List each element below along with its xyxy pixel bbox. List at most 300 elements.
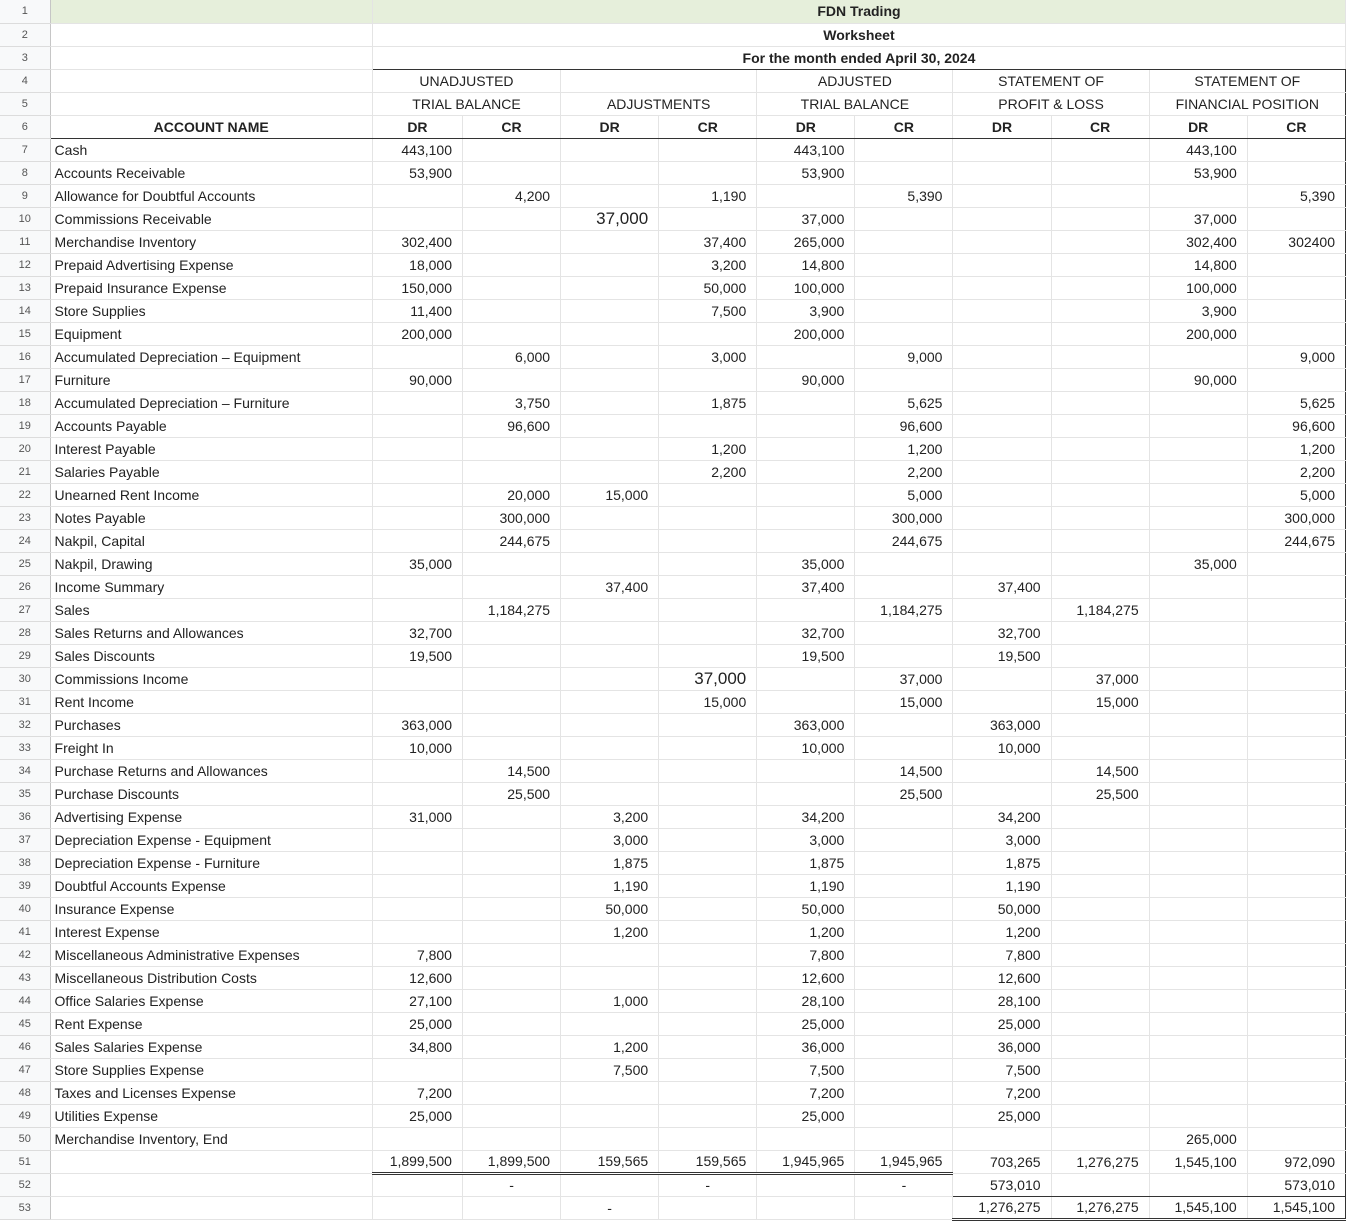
- account-name[interactable]: Accounts Receivable: [50, 161, 372, 184]
- amount-cell[interactable]: 302400: [1247, 230, 1345, 253]
- account-name[interactable]: Rent Expense: [50, 1012, 372, 1035]
- amount-cell[interactable]: 9,000: [1247, 345, 1345, 368]
- row-number[interactable]: 48: [0, 1081, 50, 1104]
- amount-cell[interactable]: 15,000: [659, 690, 757, 713]
- amount-cell[interactable]: [659, 759, 757, 782]
- amount-cell[interactable]: [372, 1058, 462, 1081]
- row-number[interactable]: 20: [0, 437, 50, 460]
- amount-cell[interactable]: [659, 1127, 757, 1150]
- amount-cell[interactable]: [953, 782, 1051, 805]
- amount-cell[interactable]: 1,190: [561, 874, 659, 897]
- amount-cell[interactable]: [659, 368, 757, 391]
- amount-cell[interactable]: 35,000: [757, 552, 855, 575]
- final-total-cell[interactable]: [659, 1196, 757, 1219]
- amount-cell[interactable]: [953, 230, 1051, 253]
- amount-cell[interactable]: [462, 1035, 560, 1058]
- amount-cell[interactable]: [659, 529, 757, 552]
- row-number[interactable]: 27: [0, 598, 50, 621]
- amount-cell[interactable]: 2,200: [659, 460, 757, 483]
- amount-cell[interactable]: [372, 391, 462, 414]
- amount-cell[interactable]: 7,800: [953, 943, 1051, 966]
- group-trial-balance[interactable]: TRIAL BALANCE: [372, 92, 560, 115]
- final-total-cell[interactable]: [372, 1196, 462, 1219]
- amount-cell[interactable]: [1051, 276, 1149, 299]
- amount-cell[interactable]: 7,800: [372, 943, 462, 966]
- row-number[interactable]: 11: [0, 230, 50, 253]
- balance-cell[interactable]: [372, 1173, 462, 1196]
- amount-cell[interactable]: [561, 322, 659, 345]
- amount-cell[interactable]: 244,675: [1247, 529, 1345, 552]
- amount-cell[interactable]: 37,000: [757, 207, 855, 230]
- amount-cell[interactable]: [1051, 230, 1149, 253]
- amount-cell[interactable]: [1247, 598, 1345, 621]
- amount-cell[interactable]: 443,100: [1149, 138, 1247, 161]
- amount-cell[interactable]: [1149, 966, 1247, 989]
- account-name[interactable]: Unearned Rent Income: [50, 483, 372, 506]
- amount-cell[interactable]: 100,000: [1149, 276, 1247, 299]
- amount-cell[interactable]: 7,500: [561, 1058, 659, 1081]
- amount-cell[interactable]: 10,000: [953, 736, 1051, 759]
- amount-cell[interactable]: [1149, 667, 1247, 690]
- amount-cell[interactable]: [659, 552, 757, 575]
- amount-cell[interactable]: 5,000: [1247, 483, 1345, 506]
- amount-cell[interactable]: [953, 138, 1051, 161]
- account-name[interactable]: Notes Payable: [50, 506, 372, 529]
- amount-cell[interactable]: 25,500: [855, 782, 953, 805]
- amount-cell[interactable]: [1247, 805, 1345, 828]
- amount-cell[interactable]: [659, 1012, 757, 1035]
- amount-cell[interactable]: [1051, 437, 1149, 460]
- amount-cell[interactable]: 25,000: [757, 1104, 855, 1127]
- balance-cell[interactable]: 573,010: [953, 1173, 1051, 1196]
- empty-cell[interactable]: [50, 92, 372, 115]
- amount-cell[interactable]: [1149, 184, 1247, 207]
- amount-cell[interactable]: [1149, 1058, 1247, 1081]
- row-number[interactable]: 17: [0, 368, 50, 391]
- amount-cell[interactable]: [659, 989, 757, 1012]
- amount-cell[interactable]: [757, 759, 855, 782]
- amount-cell[interactable]: 12,600: [372, 966, 462, 989]
- balance-cell[interactable]: -: [659, 1173, 757, 1196]
- amount-cell[interactable]: [1247, 1081, 1345, 1104]
- amount-cell[interactable]: [953, 529, 1051, 552]
- amount-cell[interactable]: [659, 851, 757, 874]
- amount-cell[interactable]: [372, 207, 462, 230]
- total-cell[interactable]: 1,899,500: [462, 1150, 560, 1173]
- amount-cell[interactable]: [462, 1127, 560, 1150]
- amount-cell[interactable]: [372, 598, 462, 621]
- amount-cell[interactable]: [855, 299, 953, 322]
- row-number[interactable]: 32: [0, 713, 50, 736]
- amount-cell[interactable]: [561, 230, 659, 253]
- amount-cell[interactable]: 28,100: [953, 989, 1051, 1012]
- account-name[interactable]: Freight In: [50, 736, 372, 759]
- amount-cell[interactable]: [757, 460, 855, 483]
- amount-cell[interactable]: 363,000: [953, 713, 1051, 736]
- amount-cell[interactable]: 36,000: [757, 1035, 855, 1058]
- amount-cell[interactable]: 2,200: [1247, 460, 1345, 483]
- row-number[interactable]: 35: [0, 782, 50, 805]
- amount-cell[interactable]: 5,625: [1247, 391, 1345, 414]
- amount-cell[interactable]: 32,700: [953, 621, 1051, 644]
- amount-cell[interactable]: [561, 782, 659, 805]
- total-cell[interactable]: 159,565: [659, 1150, 757, 1173]
- amount-cell[interactable]: [953, 460, 1051, 483]
- empty-cell[interactable]: [50, 0, 372, 23]
- amount-cell[interactable]: 96,600: [462, 414, 560, 437]
- dr-header[interactable]: DR: [757, 115, 855, 138]
- amount-cell[interactable]: [855, 138, 953, 161]
- amount-cell[interactable]: [462, 1058, 560, 1081]
- row-number[interactable]: 41: [0, 920, 50, 943]
- row-number[interactable]: 39: [0, 874, 50, 897]
- account-name[interactable]: Sales: [50, 598, 372, 621]
- group-adjusted[interactable]: ADJUSTED: [757, 69, 953, 92]
- amount-cell[interactable]: [1051, 644, 1149, 667]
- amount-cell[interactable]: [1247, 299, 1345, 322]
- amount-cell[interactable]: [1051, 184, 1149, 207]
- row-number[interactable]: 49: [0, 1104, 50, 1127]
- amount-cell[interactable]: [462, 276, 560, 299]
- amount-cell[interactable]: [1051, 989, 1149, 1012]
- amount-cell[interactable]: [1051, 1035, 1149, 1058]
- amount-cell[interactable]: [953, 207, 1051, 230]
- amount-cell[interactable]: [1247, 851, 1345, 874]
- amount-cell[interactable]: [462, 874, 560, 897]
- amount-cell[interactable]: 1,184,275: [462, 598, 560, 621]
- empty-cell[interactable]: [50, 1150, 372, 1173]
- total-cell[interactable]: 972,090: [1247, 1150, 1345, 1173]
- amount-cell[interactable]: [372, 460, 462, 483]
- amount-cell[interactable]: [1051, 506, 1149, 529]
- amount-cell[interactable]: [1247, 1012, 1345, 1035]
- dr-header[interactable]: DR: [953, 115, 1051, 138]
- amount-cell[interactable]: [1051, 713, 1149, 736]
- row-number[interactable]: 5: [0, 92, 50, 115]
- amount-cell[interactable]: 25,000: [372, 1012, 462, 1035]
- amount-cell[interactable]: [855, 575, 953, 598]
- amount-cell[interactable]: [372, 483, 462, 506]
- amount-cell[interactable]: [561, 667, 659, 690]
- amount-cell[interactable]: [855, 253, 953, 276]
- amount-cell[interactable]: 1,190: [659, 184, 757, 207]
- amount-cell[interactable]: [561, 598, 659, 621]
- row-number[interactable]: 43: [0, 966, 50, 989]
- amount-cell[interactable]: [1149, 529, 1247, 552]
- final-total-cell[interactable]: [757, 1196, 855, 1219]
- amount-cell[interactable]: 34,200: [757, 805, 855, 828]
- account-name[interactable]: Rent Income: [50, 690, 372, 713]
- amount-cell[interactable]: 34,800: [372, 1035, 462, 1058]
- amount-cell[interactable]: [659, 644, 757, 667]
- row-number[interactable]: 15: [0, 322, 50, 345]
- amount-cell[interactable]: 244,675: [462, 529, 560, 552]
- empty-cell[interactable]: [50, 46, 372, 69]
- total-cell[interactable]: 1,945,965: [855, 1150, 953, 1173]
- amount-cell[interactable]: [953, 690, 1051, 713]
- amount-cell[interactable]: [659, 1035, 757, 1058]
- amount-cell[interactable]: 1,184,275: [1051, 598, 1149, 621]
- amount-cell[interactable]: [659, 161, 757, 184]
- amount-cell[interactable]: [1149, 483, 1247, 506]
- amount-cell[interactable]: [1051, 851, 1149, 874]
- row-number[interactable]: 44: [0, 989, 50, 1012]
- amount-cell[interactable]: [953, 253, 1051, 276]
- amount-cell[interactable]: [855, 966, 953, 989]
- row-number[interactable]: 9: [0, 184, 50, 207]
- row-number[interactable]: 13: [0, 276, 50, 299]
- amount-cell[interactable]: [855, 322, 953, 345]
- amount-cell[interactable]: 300,000: [1247, 506, 1345, 529]
- amount-cell[interactable]: [1149, 644, 1247, 667]
- amount-cell[interactable]: [659, 1104, 757, 1127]
- amount-cell[interactable]: [659, 621, 757, 644]
- amount-cell[interactable]: 1,200: [561, 1035, 659, 1058]
- amount-cell[interactable]: 1,875: [757, 851, 855, 874]
- amount-cell[interactable]: [462, 644, 560, 667]
- account-name[interactable]: Nakpil, Drawing: [50, 552, 372, 575]
- group-adjustments[interactable]: ADJUSTMENTS: [561, 92, 757, 115]
- amount-cell[interactable]: 200,000: [757, 322, 855, 345]
- amount-cell[interactable]: [372, 667, 462, 690]
- balance-cell[interactable]: [1149, 1173, 1247, 1196]
- amount-cell[interactable]: 150,000: [372, 276, 462, 299]
- amount-cell[interactable]: [1247, 736, 1345, 759]
- amount-cell[interactable]: 50,000: [953, 897, 1051, 920]
- amount-cell[interactable]: 3,750: [462, 391, 560, 414]
- amount-cell[interactable]: [561, 138, 659, 161]
- amount-cell[interactable]: [561, 391, 659, 414]
- amount-cell[interactable]: [1247, 1058, 1345, 1081]
- amount-cell[interactable]: [561, 368, 659, 391]
- amount-cell[interactable]: [1149, 345, 1247, 368]
- amount-cell[interactable]: 7,200: [372, 1081, 462, 1104]
- amount-cell[interactable]: 1,200: [1247, 437, 1345, 460]
- amount-cell[interactable]: [372, 1127, 462, 1150]
- account-name[interactable]: Store Supplies Expense: [50, 1058, 372, 1081]
- amount-cell[interactable]: [1247, 1127, 1345, 1150]
- amount-cell[interactable]: [855, 1012, 953, 1035]
- row-number[interactable]: 10: [0, 207, 50, 230]
- amount-cell[interactable]: [561, 1081, 659, 1104]
- amount-cell[interactable]: [1051, 1012, 1149, 1035]
- amount-cell[interactable]: [1247, 276, 1345, 299]
- amount-cell[interactable]: 100,000: [757, 276, 855, 299]
- amount-cell[interactable]: 265,000: [1149, 1127, 1247, 1150]
- amount-cell[interactable]: [855, 1104, 953, 1127]
- amount-cell[interactable]: [561, 506, 659, 529]
- amount-cell[interactable]: 9,000: [855, 345, 953, 368]
- account-name[interactable]: Prepaid Insurance Expense: [50, 276, 372, 299]
- amount-cell[interactable]: [1149, 460, 1247, 483]
- amount-cell[interactable]: [953, 506, 1051, 529]
- account-name[interactable]: Utilities Expense: [50, 1104, 372, 1127]
- amount-cell[interactable]: 14,800: [757, 253, 855, 276]
- row-number[interactable]: 29: [0, 644, 50, 667]
- row-number[interactable]: 24: [0, 529, 50, 552]
- amount-cell[interactable]: [1051, 460, 1149, 483]
- amount-cell[interactable]: [1247, 943, 1345, 966]
- row-number[interactable]: 28: [0, 621, 50, 644]
- amount-cell[interactable]: [1247, 989, 1345, 1012]
- amount-cell[interactable]: 14,500: [1051, 759, 1149, 782]
- row-number[interactable]: 45: [0, 1012, 50, 1035]
- amount-cell[interactable]: [561, 253, 659, 276]
- row-number[interactable]: 52: [0, 1173, 50, 1196]
- empty-cell[interactable]: [50, 1173, 372, 1196]
- amount-cell[interactable]: 5,000: [855, 483, 953, 506]
- final-total-cell[interactable]: [855, 1196, 953, 1219]
- amount-cell[interactable]: [659, 414, 757, 437]
- account-name[interactable]: Allowance for Doubtful Accounts: [50, 184, 372, 207]
- amount-cell[interactable]: [659, 575, 757, 598]
- amount-cell[interactable]: [953, 759, 1051, 782]
- amount-cell[interactable]: 15,000: [855, 690, 953, 713]
- amount-cell[interactable]: [561, 621, 659, 644]
- amount-cell[interactable]: 36,000: [953, 1035, 1051, 1058]
- amount-cell[interactable]: [953, 552, 1051, 575]
- amount-cell[interactable]: [561, 644, 659, 667]
- amount-cell[interactable]: [659, 782, 757, 805]
- row-number[interactable]: 47: [0, 1058, 50, 1081]
- amount-cell[interactable]: 1,200: [757, 920, 855, 943]
- account-name-header[interactable]: ACCOUNT NAME: [50, 115, 372, 138]
- amount-cell[interactable]: [659, 920, 757, 943]
- amount-cell[interactable]: 25,500: [462, 782, 560, 805]
- balance-cell[interactable]: 573,010: [1247, 1173, 1345, 1196]
- amount-cell[interactable]: [1247, 207, 1345, 230]
- amount-cell[interactable]: 37,000: [855, 667, 953, 690]
- amount-cell[interactable]: [659, 713, 757, 736]
- cr-header[interactable]: CR: [462, 115, 560, 138]
- amount-cell[interactable]: 1,190: [757, 874, 855, 897]
- amount-cell[interactable]: [1051, 253, 1149, 276]
- amount-cell[interactable]: [1247, 920, 1345, 943]
- group-adjustments-top[interactable]: [561, 69, 757, 92]
- amount-cell[interactable]: 2,200: [855, 460, 953, 483]
- amount-cell[interactable]: [462, 920, 560, 943]
- final-total-cell[interactable]: 1,276,275: [953, 1196, 1051, 1219]
- amount-cell[interactable]: [1149, 989, 1247, 1012]
- amount-cell[interactable]: 1,184,275: [855, 598, 953, 621]
- amount-cell[interactable]: [1051, 897, 1149, 920]
- amount-cell[interactable]: 12,600: [953, 966, 1051, 989]
- amount-cell[interactable]: [855, 230, 953, 253]
- amount-cell[interactable]: [1247, 253, 1345, 276]
- amount-cell[interactable]: 1,000: [561, 989, 659, 1012]
- amount-cell[interactable]: [561, 460, 659, 483]
- amount-cell[interactable]: [1247, 138, 1345, 161]
- amount-cell[interactable]: 7,200: [757, 1081, 855, 1104]
- row-number[interactable]: 18: [0, 391, 50, 414]
- amount-cell[interactable]: [1149, 391, 1247, 414]
- amount-cell[interactable]: [757, 506, 855, 529]
- account-name[interactable]: Nakpil, Capital: [50, 529, 372, 552]
- amount-cell[interactable]: 200,000: [1149, 322, 1247, 345]
- amount-cell[interactable]: [561, 736, 659, 759]
- account-name[interactable]: Store Supplies: [50, 299, 372, 322]
- amount-cell[interactable]: [1149, 575, 1247, 598]
- amount-cell[interactable]: [659, 828, 757, 851]
- amount-cell[interactable]: [855, 552, 953, 575]
- cr-header[interactable]: CR: [855, 115, 953, 138]
- amount-cell[interactable]: 11,400: [372, 299, 462, 322]
- amount-cell[interactable]: [372, 414, 462, 437]
- amount-cell[interactable]: 19,500: [372, 644, 462, 667]
- account-name[interactable]: Sales Returns and Allowances: [50, 621, 372, 644]
- amount-cell[interactable]: [1051, 874, 1149, 897]
- amount-cell[interactable]: [757, 598, 855, 621]
- amount-cell[interactable]: [462, 161, 560, 184]
- row-number[interactable]: 53: [0, 1196, 50, 1219]
- amount-cell[interactable]: 3,200: [561, 805, 659, 828]
- amount-cell[interactable]: 53,900: [1149, 161, 1247, 184]
- amount-cell[interactable]: [462, 713, 560, 736]
- row-number[interactable]: 36: [0, 805, 50, 828]
- amount-cell[interactable]: 7,200: [953, 1081, 1051, 1104]
- amount-cell[interactable]: [561, 552, 659, 575]
- dr-header[interactable]: DR: [561, 115, 659, 138]
- amount-cell[interactable]: [855, 874, 953, 897]
- account-name[interactable]: Cash: [50, 138, 372, 161]
- amount-cell[interactable]: [561, 1104, 659, 1127]
- row-number[interactable]: 37: [0, 828, 50, 851]
- amount-cell[interactable]: [561, 713, 659, 736]
- amount-cell[interactable]: [953, 299, 1051, 322]
- amount-cell[interactable]: 18,000: [372, 253, 462, 276]
- amount-cell[interactable]: 14,500: [855, 759, 953, 782]
- amount-cell[interactable]: [462, 437, 560, 460]
- amount-cell[interactable]: [659, 874, 757, 897]
- amount-cell[interactable]: [462, 299, 560, 322]
- amount-cell[interactable]: [953, 598, 1051, 621]
- amount-cell[interactable]: 5,390: [855, 184, 953, 207]
- amount-cell[interactable]: 90,000: [1149, 368, 1247, 391]
- amount-cell[interactable]: [1247, 621, 1345, 644]
- account-name[interactable]: Accounts Payable: [50, 414, 372, 437]
- amount-cell[interactable]: [561, 529, 659, 552]
- amount-cell[interactable]: [462, 851, 560, 874]
- amount-cell[interactable]: [561, 184, 659, 207]
- amount-cell[interactable]: [855, 851, 953, 874]
- amount-cell[interactable]: 25,000: [953, 1012, 1051, 1035]
- amount-cell[interactable]: [1051, 483, 1149, 506]
- amount-cell[interactable]: [659, 805, 757, 828]
- group-profit-loss-top[interactable]: STATEMENT OF: [953, 69, 1149, 92]
- amount-cell[interactable]: 363,000: [372, 713, 462, 736]
- amount-cell[interactable]: 3,000: [659, 345, 757, 368]
- amount-cell[interactable]: 25,000: [953, 1104, 1051, 1127]
- amount-cell[interactable]: [1051, 552, 1149, 575]
- balance-cell[interactable]: [561, 1173, 659, 1196]
- amount-cell[interactable]: 37,400: [953, 575, 1051, 598]
- amount-cell[interactable]: [1247, 552, 1345, 575]
- amount-cell[interactable]: [659, 1058, 757, 1081]
- amount-cell[interactable]: 5,390: [1247, 184, 1345, 207]
- amount-cell[interactable]: 37,400: [561, 575, 659, 598]
- amount-cell[interactable]: 200,000: [372, 322, 462, 345]
- amount-cell[interactable]: 37,000: [659, 667, 757, 690]
- row-number[interactable]: 19: [0, 414, 50, 437]
- balance-cell[interactable]: -: [855, 1173, 953, 1196]
- amount-cell[interactable]: 15,000: [1051, 690, 1149, 713]
- amount-cell[interactable]: [1149, 506, 1247, 529]
- account-name[interactable]: Advertising Expense: [50, 805, 372, 828]
- amount-cell[interactable]: [372, 506, 462, 529]
- amount-cell[interactable]: 1,200: [953, 920, 1051, 943]
- amount-cell[interactable]: 302,400: [372, 230, 462, 253]
- amount-cell[interactable]: [561, 966, 659, 989]
